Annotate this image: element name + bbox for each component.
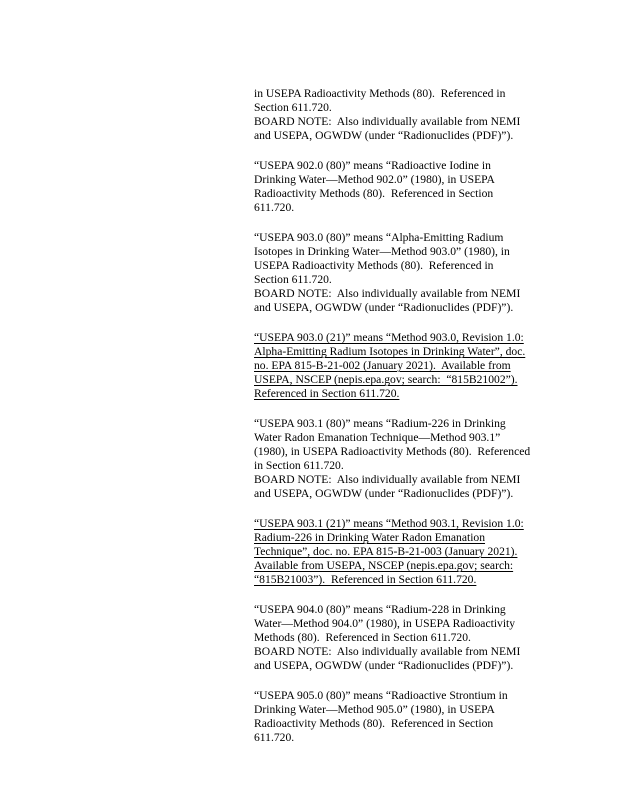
text-line xyxy=(254,417,546,431)
text-line-content: Radioactivity Methods (80). Referenced in Section xyxy=(254,717,494,730)
text-line-content: Drinking Water—Method 902.0” (1980), in USEPA xyxy=(254,173,495,186)
text-line xyxy=(254,359,546,373)
text-line-content: “815B21003”). Referenced in Section 611.720. xyxy=(254,573,477,586)
text-line xyxy=(254,259,546,273)
text-line-content: BOARD NOTE: Also individually available from NEMI xyxy=(254,645,521,658)
text-line xyxy=(254,287,546,301)
text-line xyxy=(254,573,546,587)
text-line xyxy=(254,245,546,259)
definition-paragraph xyxy=(254,159,546,215)
text-line xyxy=(254,273,546,287)
text-line-content: and USEPA, OGWDW (under “Radionuclides (PDF)”). xyxy=(254,487,514,500)
text-line xyxy=(254,231,546,245)
text-line-content: Water—Method 904.0” (1980), in USEPA Radioactivity xyxy=(254,617,516,630)
text-line xyxy=(254,689,546,703)
text-line-content: in Section 611.720. xyxy=(254,459,344,472)
text-line-content: Available from USEPA, NSCEP (nepis.epa.gov; search: xyxy=(254,559,514,572)
text-line-content: Section 611.720. xyxy=(254,101,332,114)
text-line xyxy=(254,331,546,345)
text-line xyxy=(254,473,546,487)
text-line-content: and USEPA, OGWDW (under “Radionuclides (PDF)”). xyxy=(254,129,514,142)
text-line xyxy=(254,603,546,617)
text-line xyxy=(254,459,546,473)
text-line-content: and USEPA, OGWDW (under “Radionuclides (PDF)”). xyxy=(254,659,514,672)
inserted-definition-paragraph xyxy=(254,517,546,587)
text-line xyxy=(254,187,546,201)
text-line xyxy=(254,703,546,717)
definition-paragraph xyxy=(254,603,546,673)
text-line-content: Alpha-Emitting Radium Isotopes in Drinking Water”, doc. xyxy=(254,345,526,358)
text-line-content: Isotopes in Drinking Water—Method 903.0” (1980), in xyxy=(254,245,510,258)
text-line-content: USEPA, NSCEP (nepis.epa.gov; search: “815B21002”). xyxy=(254,373,518,386)
text-line-content: no. EPA 815-B-21-002 (January 2021). Available from xyxy=(254,359,511,372)
text-line-content: “USEPA 903.0 (21)” means “Method 903.0, Revision 1.0: xyxy=(254,331,524,344)
text-line-content: in USEPA Radioactivity Methods (80). Referenced in xyxy=(254,87,506,100)
text-line-content: “USEPA 902.0 (80)” means “Radioactive Iodine in xyxy=(254,159,491,172)
text-line-content: Technique”, doc. no. EPA 815-B-21-003 (January 2021). xyxy=(254,545,518,558)
text-line xyxy=(254,173,546,187)
text-line-content: Water Radon Emanation Technique—Method 903.1” xyxy=(254,431,501,444)
definition-paragraph xyxy=(254,689,546,745)
text-line-content: USEPA Radioactivity Methods (80). Referenced in xyxy=(254,259,494,272)
definition-paragraph xyxy=(254,87,546,143)
definition-paragraph xyxy=(254,417,546,501)
text-line xyxy=(254,545,546,559)
text-line-content: BOARD NOTE: Also individually available from NEMI xyxy=(254,287,521,300)
text-line-content: (1980), in USEPA Radioactivity Methods (80). Referenced xyxy=(254,445,531,458)
text-line xyxy=(254,101,546,115)
text-line-content: “USEPA 903.1 (21)” means “Method 903.1, Revision 1.0: xyxy=(254,517,524,530)
text-line-content: and USEPA, OGWDW (under “Radionuclides (PDF)”). xyxy=(254,301,514,314)
text-line xyxy=(254,87,546,101)
text-line xyxy=(254,531,546,545)
text-line-content: BOARD NOTE: Also individually available from NEMI xyxy=(254,473,521,486)
text-line-content: Radium-226 in Drinking Water Radon Emanation xyxy=(254,531,486,544)
text-line-content: BOARD NOTE: Also individually available from NEMI xyxy=(254,115,521,128)
text-line xyxy=(254,159,546,173)
text-line-content: Drinking Water—Method 905.0” (1980), in USEPA xyxy=(254,703,495,716)
text-line-content: Section 611.720. xyxy=(254,273,332,286)
definition-paragraph xyxy=(254,231,546,315)
text-line-content: Radioactivity Methods (80). Referenced in Section xyxy=(254,187,494,200)
text-line xyxy=(254,445,546,459)
text-line-content: “USEPA 903.1 (80)” means “Radium-226 in Drinking xyxy=(254,417,506,430)
text-line xyxy=(254,717,546,731)
text-line-content: 611.720. xyxy=(254,201,295,214)
text-line-content: Methods (80). Referenced in Section 611.720. xyxy=(254,631,471,644)
text-line xyxy=(254,487,546,501)
text-line-content: “USEPA 905.0 (80)” means “Radioactive Strontium in xyxy=(254,689,508,702)
text-line xyxy=(254,373,546,387)
text-line xyxy=(254,645,546,659)
text-line xyxy=(254,731,546,745)
text-line xyxy=(254,345,546,359)
text-line xyxy=(254,115,546,129)
inserted-definition-paragraph xyxy=(254,331,546,401)
text-line xyxy=(254,659,546,673)
text-line-content: “USEPA 903.0 (80)” means “Alpha-Emitting Radium xyxy=(254,231,504,244)
text-column xyxy=(254,87,546,761)
text-line xyxy=(254,517,546,531)
text-line xyxy=(254,631,546,645)
text-line xyxy=(254,301,546,315)
text-line xyxy=(254,617,546,631)
text-line-content: “USEPA 904.0 (80)” means “Radium-228 in Drinking xyxy=(254,603,506,616)
text-line xyxy=(254,129,546,143)
text-line-content: Referenced in Section 611.720. xyxy=(254,387,400,400)
text-line xyxy=(254,431,546,445)
text-line xyxy=(254,387,546,401)
text-line-content: 611.720. xyxy=(254,731,295,744)
text-line xyxy=(254,559,546,573)
text-line xyxy=(254,201,546,215)
